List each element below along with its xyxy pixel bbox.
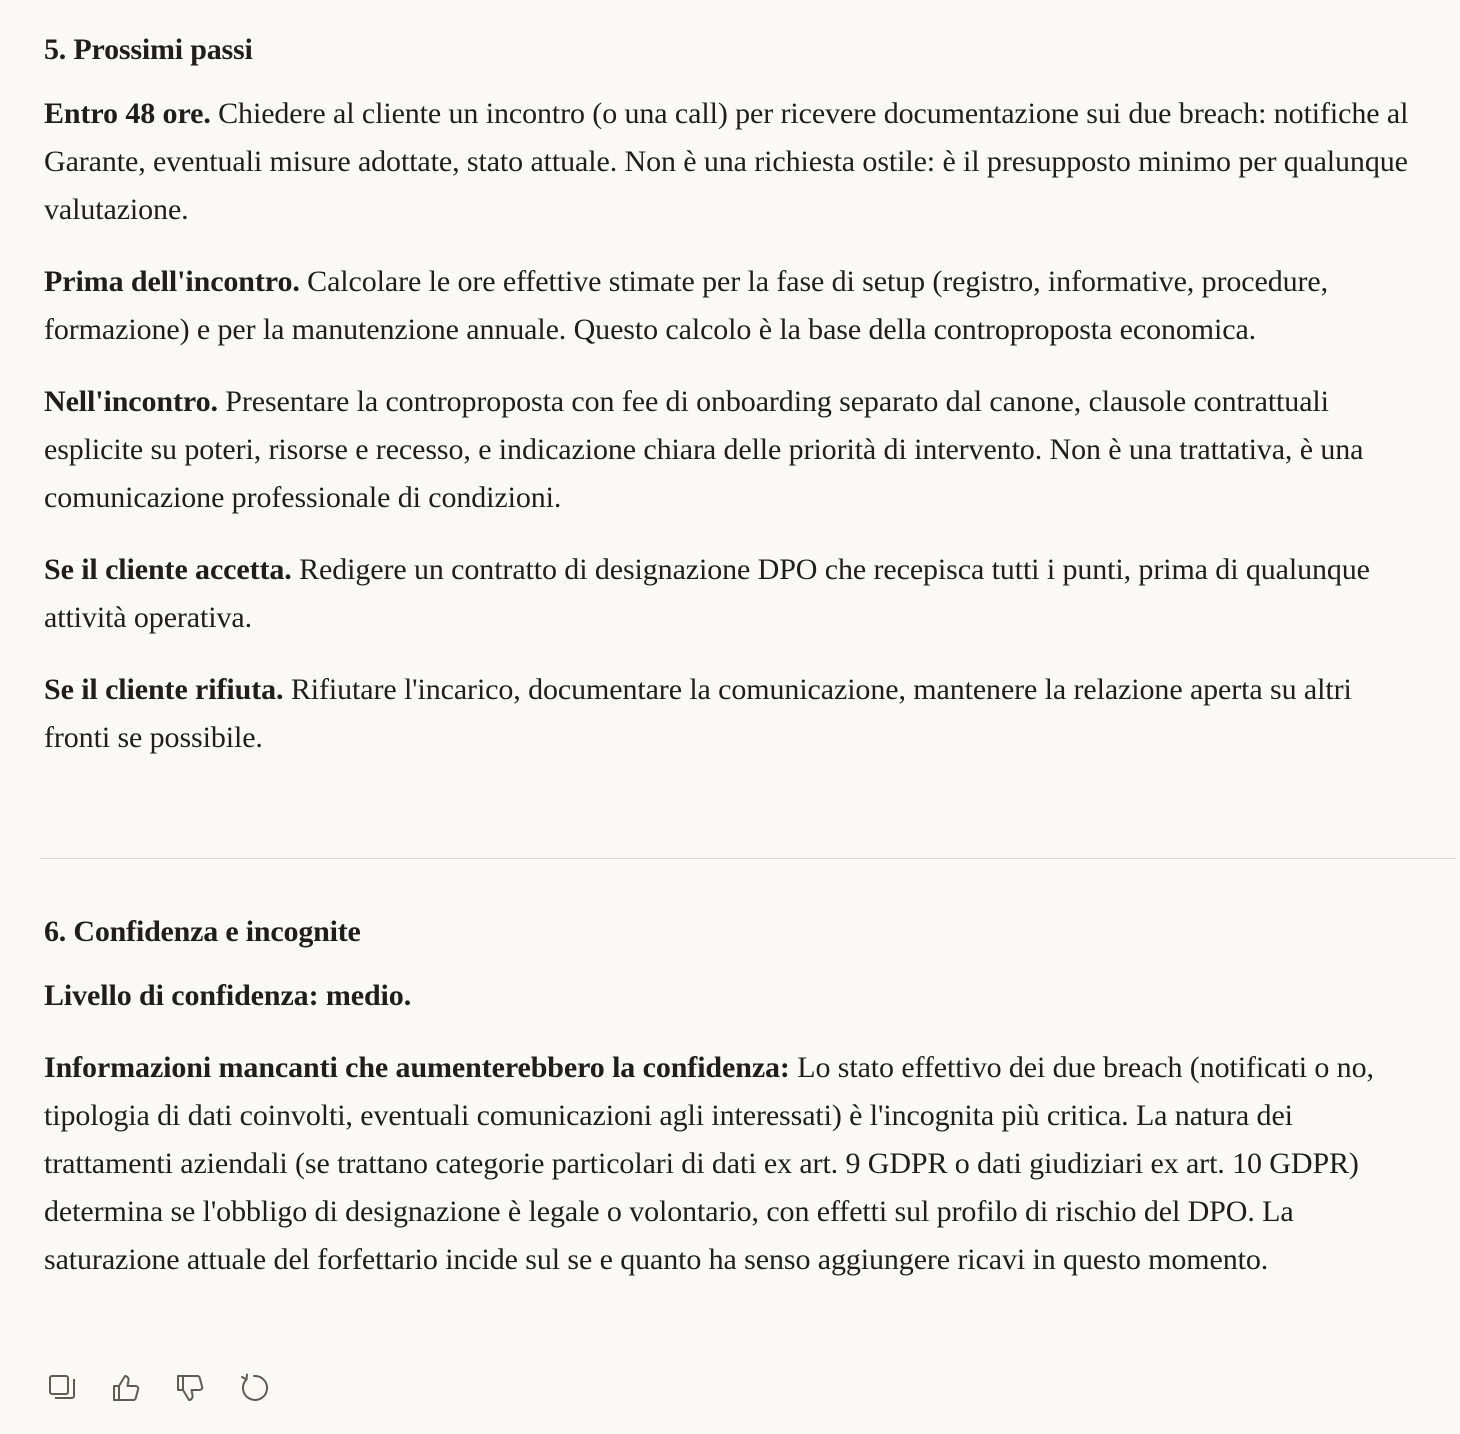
copy-icon [46,1372,78,1404]
section-confidence [44,908,1420,1308]
step-paragraph [44,90,1420,234]
thumbs-down-icon [174,1372,206,1404]
step-paragraph [44,666,1420,762]
step-lead: Se il cliente rifiuta. [44,673,284,706]
section-title: 5. Prossimi passi [44,33,253,66]
retry-button[interactable] [236,1370,272,1406]
missing-info-paragraph [44,1044,1420,1284]
step-text: Redigere un contratto di designazione DPO che recepisca tutti i punti, prima di qualunque attività operativa. [44,553,1370,634]
step-text: Chiedere al cliente un incontro (o una call) per ricevere documentazione sui due breach: notifiche al Garante, eventuali misure adottate, stato attuale. Non è una richiesta ostile: è il presupposto minimo per qualunque valutazione. [44,97,1409,226]
confidence-level [44,972,1420,1020]
thumbs-up-icon [110,1372,142,1404]
section-divider [40,858,1456,859]
step-lead: Se il cliente accetta. [44,553,292,586]
thumbs-down-button[interactable] [172,1370,208,1406]
message-actions [44,1368,272,1408]
step-paragraph [44,258,1420,354]
missing-info-lead: Informazioni mancanti che aumenterebbero la confidenza: [44,1051,790,1084]
step-text: Presentare la controproposta con fee di onboarding separato dal canone, clausole contrattuali esplicite su poteri, risorse e recesso, e indicazione chiara delle priorità di intervento. Non è una trattativa, è una comunicazione professionale di condizioni. [44,385,1364,514]
section-title: 6. Confidenza e incognite [44,915,361,948]
step-text: Calcolare le ore effettive stimate per la fase di setup (registro, informative, procedure, formazione) e per la manutenzione annuale. Questo calcolo è la base della controproposta economica. [44,265,1329,346]
confidence-label: Livello di confidenza: medio. [44,979,412,1012]
missing-info-text: Lo stato effettivo dei due breach (notificati o no, tipologia di dati coinvolti, eventuali comunicazioni agli interessati) è l'incognita più critica. La natura dei trattamenti aziendali (se trattano categorie particolari di dati ex art. 9 GDPR o dati giudiziari ex art. 10 GDPR) determina se l'obbligo di designazione è legale o volontario, con effetti sul profilo di rischio del DPO. La saturazione attuale del forfettario incide sul se e quanto ha senso aggiungere ricavi in questo momento. [44,1051,1374,1276]
step-paragraph [44,378,1420,522]
retry-icon [238,1372,270,1404]
step-lead: Prima dell'incontro. [44,265,300,298]
thumbs-up-button[interactable] [108,1370,144,1406]
step-lead: Nell'incontro. [44,385,218,418]
step-text: Rifiutare l'incarico, documentare la comunicazione, mantenere la relazione aperta su altri fronti se possibile. [44,673,1352,754]
copy-button[interactable] [44,1370,80,1406]
step-lead: Entro 48 ore. [44,97,211,130]
step-paragraph [44,546,1420,642]
section-next-steps [44,26,1420,786]
